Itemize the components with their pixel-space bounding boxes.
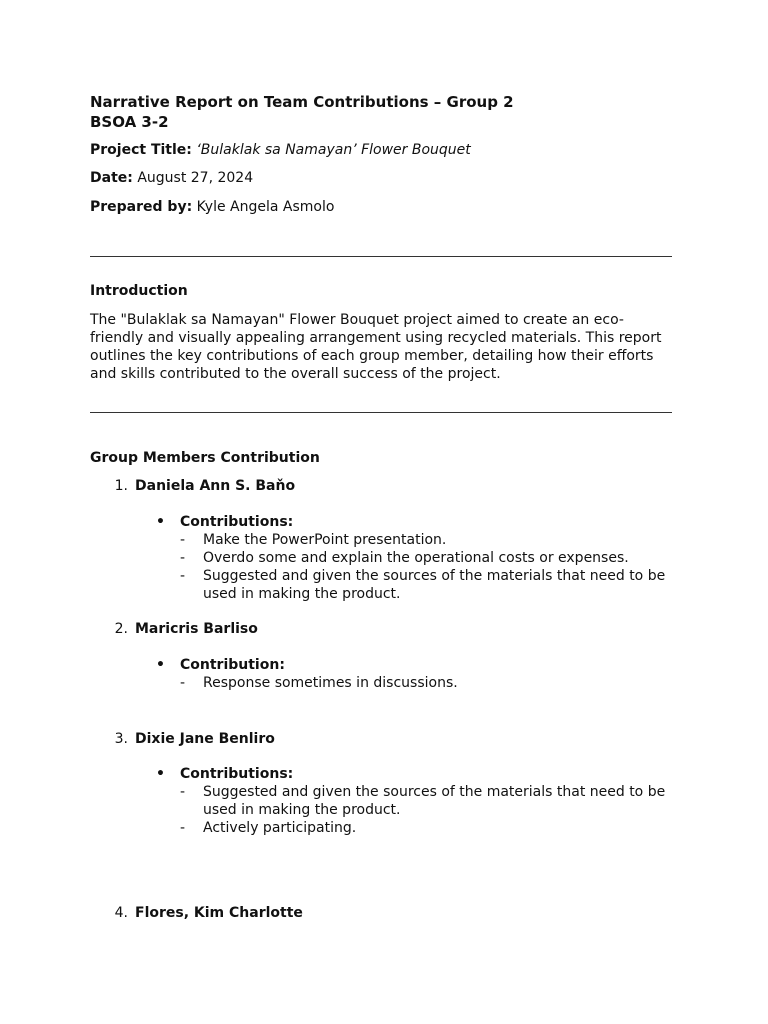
list-item-text: Suggested and given the sources of the materials that need to be used in making the product.	[203, 784, 666, 818]
contributions-heading	[156, 765, 293, 783]
bullet-icon: •	[156, 514, 165, 530]
prepared-by-row	[90, 198, 334, 216]
member-name: Maricris Barliso	[135, 621, 258, 637]
member-name: Dixie Jane Benliro	[135, 731, 275, 747]
list-item	[180, 819, 670, 837]
date-value: August 27, 2024	[137, 170, 254, 186]
project-title-value: ‘Bulaklak sa Namayan’ Flower Bouquet	[196, 142, 471, 158]
bullet-icon: •	[156, 766, 165, 782]
report-title-line-2: BSOA 3-2	[90, 113, 169, 131]
report-title-line-1: Narrative Report on Team Contributions – Group 2	[90, 93, 514, 111]
dash-icon: -	[180, 568, 186, 584]
contributions-label: Contributions:	[180, 514, 294, 530]
prepared-by-label: Prepared by:	[90, 199, 193, 215]
member-number: 1.	[114, 478, 128, 494]
member-number: 3.	[114, 731, 128, 747]
divider-1	[90, 256, 672, 257]
dash-icon: -	[180, 820, 186, 836]
list-item-text: Make the PowerPoint presentation.	[203, 532, 447, 548]
dash-icon: -	[180, 675, 186, 691]
list-item	[180, 783, 670, 819]
project-title-row	[90, 141, 471, 159]
divider-2	[90, 412, 672, 413]
prepared-by-value: Kyle Angela Asmolo	[196, 199, 335, 215]
contributions-heading	[156, 656, 285, 674]
member-item-4	[90, 904, 303, 922]
member-number: 2.	[114, 621, 128, 637]
contribution-list	[180, 531, 670, 603]
report-title	[90, 92, 514, 132]
member-name: Flores, Kim Charlotte	[135, 905, 303, 921]
bullet-icon: •	[156, 657, 165, 673]
member-name: Daniela Ann S. Baňo	[135, 478, 296, 494]
list-item	[180, 674, 670, 692]
list-item-text: Actively participating.	[203, 820, 357, 836]
contributions-heading	[156, 513, 293, 531]
list-item-text: Overdo some and explain the operational costs or expenses.	[203, 550, 629, 566]
members-heading: Group Members Contribution	[90, 450, 320, 466]
member-number: 4.	[114, 905, 128, 921]
member-item-3	[90, 730, 275, 748]
introduction-paragraph: The "Bulaklak sa Namayan" Flower Bouquet project aimed to create an eco-friendly and visually appealing arrangement using recycled materials. This report outlines the key contributions of each group member, detailing how their efforts and skills contributed to the overall success of the project.	[90, 312, 662, 382]
member-item-2	[90, 620, 258, 638]
contributions-label: Contribution:	[180, 657, 285, 673]
dash-icon: -	[180, 550, 186, 566]
project-title-label: Project Title:	[90, 142, 192, 158]
introduction-heading: Introduction	[90, 283, 188, 299]
list-item	[180, 549, 670, 567]
date-row	[90, 169, 253, 187]
list-item	[180, 531, 670, 549]
contribution-list	[180, 674, 670, 692]
dash-icon: -	[180, 532, 186, 548]
date-label: Date:	[90, 170, 133, 186]
list-item-text: Response sometimes in discussions.	[203, 675, 458, 691]
member-item-1	[90, 477, 295, 495]
contribution-list	[180, 783, 670, 837]
list-item	[180, 567, 670, 603]
contributions-label: Contributions:	[180, 766, 294, 782]
list-item-text: Suggested and given the sources of the materials that need to be used in making the product.	[203, 568, 666, 602]
dash-icon: -	[180, 784, 186, 800]
